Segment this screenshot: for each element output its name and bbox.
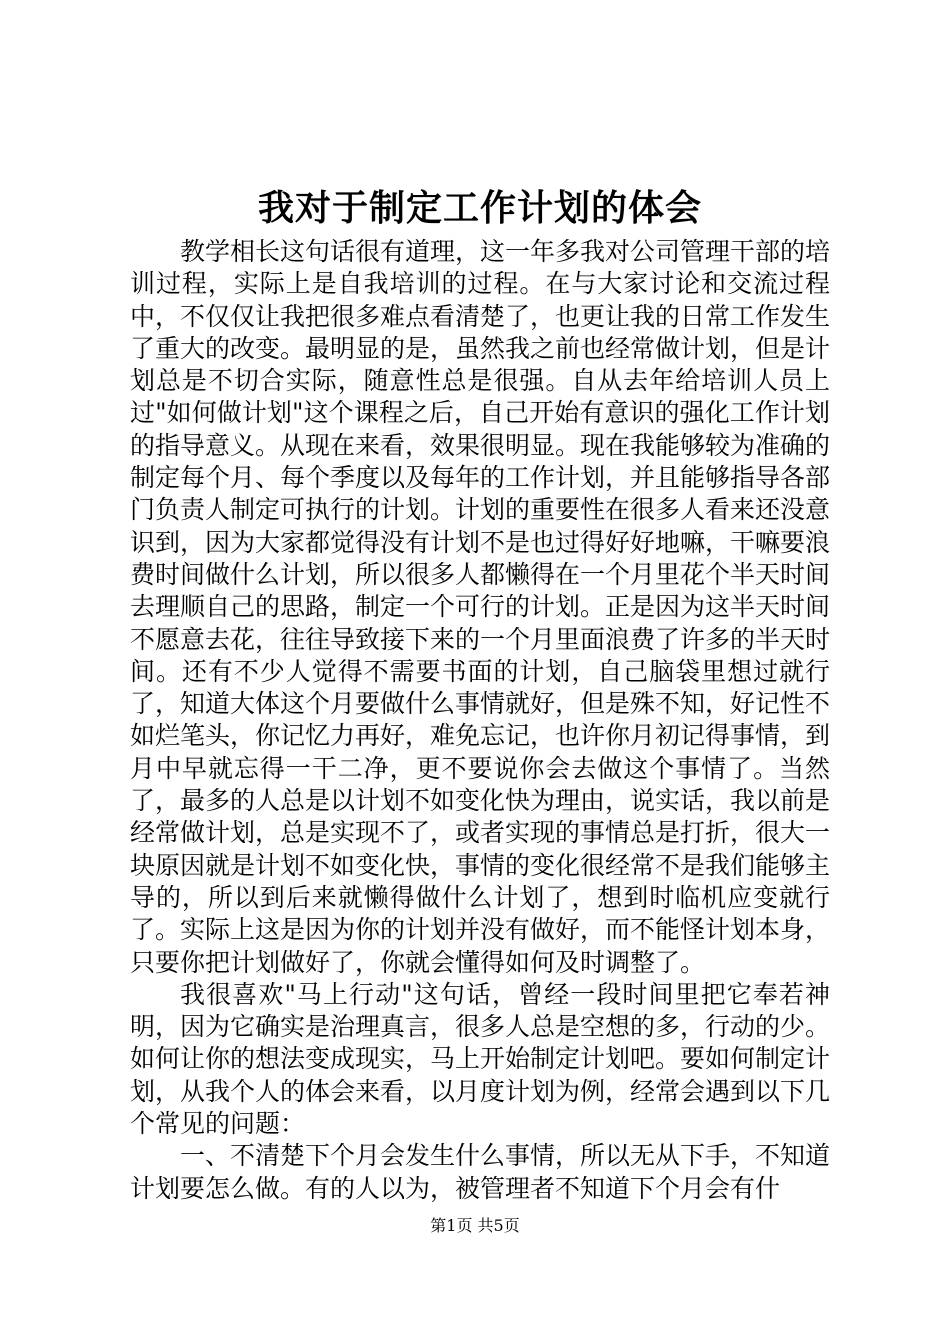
document-title: 我对于制定工作计划的体会	[257, 187, 702, 229]
paragraph: 我很喜欢"马上行动"这句话，曾经一段时间里把它奉若神明，因为它确实是治理真言，很多人总是空想的多，行动的少。如何让你的想法变成现实，马上开始制定计划吧。要如何制定计划，从我个人的体会来看，以月度计划为例，经常会遇到以下几个常见的问题：	[130, 979, 831, 1139]
page-footer: 第1页 共5页	[430, 1216, 520, 1235]
document-body	[130, 236, 830, 1205]
paragraph: 一、不清楚下个月会发生什么事情，所以无从下手，不知道计划要怎么做。有的人以为，被管理者不知道下个月会有什	[130, 1141, 831, 1203]
paragraph: 教学相长这句话很有道理，这一年多我对公司管理干部的培训过程，实际上是自我培训的过程。在与大家讨论和交流过程中，不仅仅让我把很多难点看清楚了，也更让我的日常工作发生了重大的改变。最明显的是，虽然我之前也经常做计划，但是计划总是不切合实际，随意性总是很强。自从去年给培训人员上过"如何做计划"这个课程之后，自己开始有意识的强化工作计划的指导意义。从现在来看，效果很明显。现在我能够较为准确的制定每个月、每个季度以及每年的工作计划，并且能够指导各部门负责人制定可执行的计划。计划的重要性在很多人看来还没意识到，因为大家都觉得没有计划不是也过得好好地嘛，干嘛要浪费时间做什么计划，所以很多人都懒得在一个月里花个半天时间去理顺自己的思路，制定一个可行的计划。正是因为这半天时间不愿意去花，往往导致接下来的一个月里面浪费了许多的半天时间。还有不少人觉得不需要书面的计划，自己脑袋里想过就行了，知道大体这个月要做什么事情就好，但是殊不知，好记性不如烂笔头，你记忆力再好，难免忘记，也许你月初记得事情，到月中早就忘得一干二净，更不要说你会去做这个事情了。当然了，最多的人总是以计划不如变化快为理由，说实话，我以前是经常做计划，总是实现不了，或者实现的事情总是打折，很大一块原因就是计划不如变化快，事情的变化很经常不是我们能够主导的，所以到后来就懒得做什么计划了，想到时临机应变就行了。实际上这是因为你的计划并没有做好，而不能怪计划本身，只要你把计划做好了，你就会懂得如何及时调整了。	[130, 237, 831, 977]
